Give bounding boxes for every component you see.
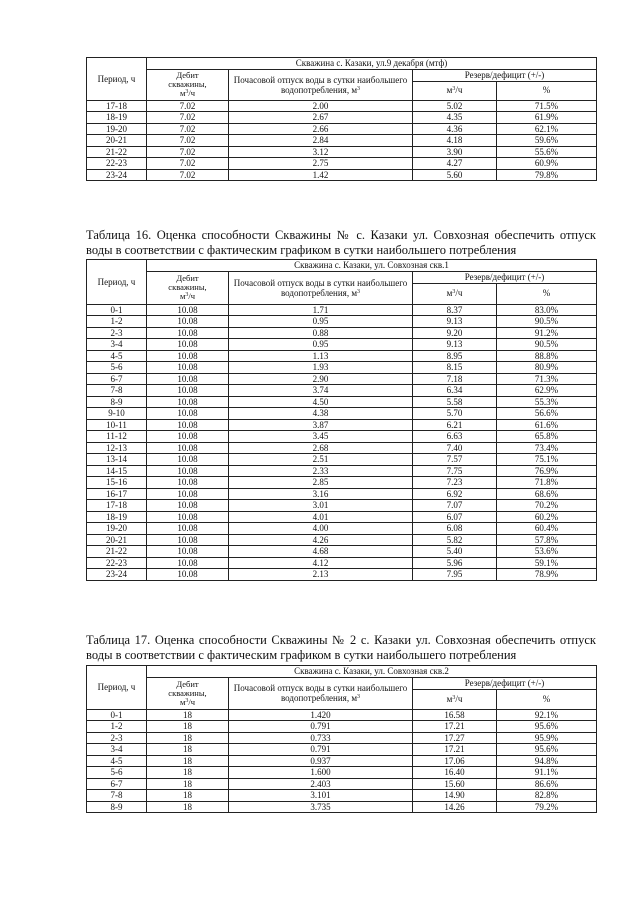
- header-reserve: Резерв/дефицит (+/-): [413, 678, 597, 690]
- cell-supply: 4.68: [229, 546, 413, 558]
- cell-debit: 10.08: [147, 431, 229, 443]
- cell-reserve-m3h: 6.21: [413, 419, 497, 431]
- cell-reserve-percent: 71.8%: [497, 477, 597, 489]
- cell-supply: 2.85: [229, 477, 413, 489]
- cell-debit: 7.02: [147, 158, 229, 170]
- cell-debit: 10.08: [147, 385, 229, 397]
- cell-period: 3-4: [87, 339, 147, 351]
- cell-period: 6-7: [87, 778, 147, 790]
- cell-debit: 10.08: [147, 523, 229, 535]
- cell-reserve-percent: 71.3%: [497, 373, 597, 385]
- cell-period: 18-19: [87, 112, 147, 124]
- cell-supply: 0.733: [229, 732, 413, 744]
- cell-period: 1-2: [87, 316, 147, 328]
- cell-supply: 2.00: [229, 100, 413, 112]
- cell-reserve-percent: 92.1%: [497, 709, 597, 721]
- table-row: [87, 135, 597, 147]
- cell-period: 6-7: [87, 373, 147, 385]
- cell-supply: 4.00: [229, 523, 413, 535]
- cell-reserve-percent: 70.2%: [497, 500, 597, 512]
- cell-reserve-m3h: 16.40: [413, 767, 497, 779]
- table-row: [87, 534, 597, 546]
- cell-period: 5-6: [87, 362, 147, 374]
- cell-reserve-percent: 90.5%: [497, 339, 597, 351]
- cell-period: 8-9: [87, 396, 147, 408]
- table-row: [87, 385, 597, 397]
- table-row: [87, 778, 597, 790]
- table-row: [87, 431, 597, 443]
- table-row: [87, 488, 597, 500]
- cell-period: 18-19: [87, 511, 147, 523]
- table-title: Скважина с. Казаки, ул. Совхозная скв.2: [147, 666, 597, 678]
- cell-reserve-percent: 56.6%: [497, 408, 597, 420]
- cell-period: 7-8: [87, 385, 147, 397]
- cell-supply: 3.16: [229, 488, 413, 500]
- cell-debit: 10.08: [147, 419, 229, 431]
- cell-debit: 7.02: [147, 112, 229, 124]
- cell-supply: 2.66: [229, 123, 413, 135]
- cell-supply: 4.26: [229, 534, 413, 546]
- cell-reserve-percent: 55.3%: [497, 396, 597, 408]
- table-row: [87, 500, 597, 512]
- cell-period: 13-14: [87, 454, 147, 466]
- table17-caption: Таблица 17. Оценка способности Скважины № 2 с. Казаки ул. Совхозная обеспечить отпуск воды в соответствии с фактическим графиком в сутки наибольшего потребления: [86, 633, 596, 662]
- cell-supply: 0.95: [229, 316, 413, 328]
- table-row: [87, 146, 597, 158]
- table-row: [87, 158, 597, 170]
- header-reserve: Резерв/дефицит (+/-): [413, 70, 597, 82]
- cell-supply: 2.68: [229, 442, 413, 454]
- cell-period: 0-1: [87, 304, 147, 316]
- cell-reserve-percent: 57.8%: [497, 534, 597, 546]
- cell-debit: 18: [147, 732, 229, 744]
- cell-supply: 2.67: [229, 112, 413, 124]
- cell-reserve-m3h: 5.40: [413, 546, 497, 558]
- cell-reserve-percent: 65.8%: [497, 431, 597, 443]
- cell-period: 20-21: [87, 534, 147, 546]
- cell-reserve-m3h: 7.18: [413, 373, 497, 385]
- cell-reserve-m3h: 9.13: [413, 339, 497, 351]
- cell-supply: 2.403: [229, 778, 413, 790]
- cell-debit: 18: [147, 721, 229, 733]
- table-row: [87, 523, 597, 535]
- table-row: [87, 327, 597, 339]
- cell-reserve-percent: 80.9%: [497, 362, 597, 374]
- cell-reserve-percent: 61.9%: [497, 112, 597, 124]
- cell-period: 4-5: [87, 755, 147, 767]
- cell-supply: 4.12: [229, 557, 413, 569]
- cell-reserve-m3h: 8.95: [413, 350, 497, 362]
- cell-debit: 10.08: [147, 557, 229, 569]
- cell-debit: 10.08: [147, 465, 229, 477]
- cell-reserve-percent: 91.2%: [497, 327, 597, 339]
- cell-reserve-percent: 79.8%: [497, 169, 597, 181]
- cell-period: 21-22: [87, 546, 147, 558]
- cell-supply: 2.51: [229, 454, 413, 466]
- cell-supply: 0.791: [229, 721, 413, 733]
- cell-reserve-percent: 90.5%: [497, 316, 597, 328]
- cell-reserve-percent: 60.2%: [497, 511, 597, 523]
- cell-reserve-m3h: 4.35: [413, 112, 497, 124]
- cell-supply: 3.12: [229, 146, 413, 158]
- header-m3h: $м^3/ч$: [413, 689, 497, 709]
- cell-reserve-m3h: 7.95: [413, 569, 497, 581]
- cell-supply: 3.45: [229, 431, 413, 443]
- cell-reserve-percent: 95.9%: [497, 732, 597, 744]
- cell-debit: 18: [147, 755, 229, 767]
- cell-reserve-percent: 78.9%: [497, 569, 597, 581]
- table-16: [86, 259, 597, 581]
- cell-period: 10-11: [87, 419, 147, 431]
- cell-reserve-m3h: 16.58: [413, 709, 497, 721]
- cell-reserve-m3h: 17.06: [413, 755, 497, 767]
- cell-reserve-percent: 62.9%: [497, 385, 597, 397]
- cell-reserve-m3h: 6.08: [413, 523, 497, 535]
- cell-reserve-m3h: 7.07: [413, 500, 497, 512]
- cell-reserve-percent: 59.1%: [497, 557, 597, 569]
- cell-period: 0-1: [87, 709, 147, 721]
- cell-debit: 10.08: [147, 442, 229, 454]
- table-row: [87, 304, 597, 316]
- cell-debit: 10.08: [147, 316, 229, 328]
- table-continued: [86, 57, 597, 181]
- table-row: [87, 350, 597, 362]
- cell-reserve-percent: 62.1%: [497, 123, 597, 135]
- cell-supply: 1.42: [229, 169, 413, 181]
- cell-period: 2-3: [87, 327, 147, 339]
- table-row: [87, 442, 597, 454]
- cell-period: 20-21: [87, 135, 147, 147]
- cell-supply: 1.600: [229, 767, 413, 779]
- cell-reserve-percent: 94.8%: [497, 755, 597, 767]
- cell-reserve-percent: 95.6%: [497, 744, 597, 756]
- cell-reserve-m3h: 17.21: [413, 721, 497, 733]
- cell-debit: 10.08: [147, 396, 229, 408]
- header-percent: %: [497, 689, 597, 709]
- table-title: Скважина с. Казаки, ул.9 декабря (мтф): [147, 58, 597, 70]
- cell-reserve-percent: 76.9%: [497, 465, 597, 477]
- cell-reserve-m3h: 7.23: [413, 477, 497, 489]
- cell-debit: 10.08: [147, 327, 229, 339]
- cell-debit: 18: [147, 778, 229, 790]
- cell-period: 1-2: [87, 721, 147, 733]
- table-row: [87, 454, 597, 466]
- cell-reserve-m3h: 7.75: [413, 465, 497, 477]
- cell-reserve-m3h: 9.20: [413, 327, 497, 339]
- cell-reserve-m3h: 8.37: [413, 304, 497, 316]
- cell-period: 3-4: [87, 744, 147, 756]
- header-period: Период, ч: [87, 58, 147, 101]
- cell-supply: 1.420: [229, 709, 413, 721]
- cell-debit: 10.08: [147, 511, 229, 523]
- cell-debit: 7.02: [147, 169, 229, 181]
- cell-supply: 1.93: [229, 362, 413, 374]
- cell-reserve-m3h: 17.27: [413, 732, 497, 744]
- cell-period: 7-8: [87, 790, 147, 802]
- cell-debit: 10.08: [147, 534, 229, 546]
- cell-supply: 1.13: [229, 350, 413, 362]
- cell-supply: 3.735: [229, 801, 413, 813]
- cell-period: 5-6: [87, 767, 147, 779]
- cell-debit: 10.08: [147, 569, 229, 581]
- cell-debit: 10.08: [147, 350, 229, 362]
- cell-debit: 7.02: [147, 135, 229, 147]
- cell-period: 22-23: [87, 557, 147, 569]
- cell-debit: 10.08: [147, 454, 229, 466]
- table-row: [87, 112, 597, 124]
- cell-supply: 4.50: [229, 396, 413, 408]
- header-period: Период, ч: [87, 666, 147, 710]
- table-row: [87, 169, 597, 181]
- cell-period: 11-12: [87, 431, 147, 443]
- table-row: [87, 339, 597, 351]
- table-row: [87, 465, 597, 477]
- cell-reserve-m3h: 6.07: [413, 511, 497, 523]
- cell-reserve-m3h: 14.26: [413, 801, 497, 813]
- cell-period: 19-20: [87, 523, 147, 535]
- cell-period: 17-18: [87, 100, 147, 112]
- cell-supply: 0.937: [229, 755, 413, 767]
- cell-reserve-m3h: 5.60: [413, 169, 497, 181]
- cell-supply: 3.01: [229, 500, 413, 512]
- cell-period: 23-24: [87, 569, 147, 581]
- header-percent: %: [497, 81, 597, 100]
- cell-period: 19-20: [87, 123, 147, 135]
- cell-reserve-percent: 73.4%: [497, 442, 597, 454]
- cell-supply: 3.87: [229, 419, 413, 431]
- cell-debit: 10.08: [147, 500, 229, 512]
- header-supply: Почасовой отпуск воды в сутки наибольшего водопотребления, $м^3$: [229, 70, 413, 101]
- cell-reserve-m3h: 5.02: [413, 100, 497, 112]
- table-row: [87, 790, 597, 802]
- cell-reserve-m3h: 8.15: [413, 362, 497, 374]
- header-debit: Дебит скважины, $м^3/ч$: [147, 70, 229, 101]
- cell-reserve-m3h: 7.40: [413, 442, 497, 454]
- table-row: [87, 419, 597, 431]
- cell-period: 23-24: [87, 169, 147, 181]
- cell-period: 14-15: [87, 465, 147, 477]
- cell-supply: 4.01: [229, 511, 413, 523]
- cell-reserve-percent: 60.9%: [497, 158, 597, 170]
- cell-supply: 3.101: [229, 790, 413, 802]
- table-row: [87, 557, 597, 569]
- cell-debit: 10.08: [147, 373, 229, 385]
- cell-reserve-m3h: 9.13: [413, 316, 497, 328]
- table-row: [87, 408, 597, 420]
- table-row: [87, 396, 597, 408]
- cell-supply: 0.791: [229, 744, 413, 756]
- cell-period: 16-17: [87, 488, 147, 500]
- cell-period: 15-16: [87, 477, 147, 489]
- table-row: [87, 767, 597, 779]
- cell-reserve-m3h: 4.27: [413, 158, 497, 170]
- cell-period: 2-3: [87, 732, 147, 744]
- cell-reserve-percent: 82.8%: [497, 790, 597, 802]
- cell-reserve-percent: 55.6%: [497, 146, 597, 158]
- cell-reserve-m3h: 5.58: [413, 396, 497, 408]
- cell-supply: 4.38: [229, 408, 413, 420]
- cell-period: 4-5: [87, 350, 147, 362]
- cell-reserve-m3h: 17.21: [413, 744, 497, 756]
- cell-debit: 10.08: [147, 546, 229, 558]
- table-row: [87, 744, 597, 756]
- table-row: [87, 709, 597, 721]
- table-row: [87, 546, 597, 558]
- cell-reserve-percent: 75.1%: [497, 454, 597, 466]
- cell-reserve-percent: 71.5%: [497, 100, 597, 112]
- table-row: [87, 732, 597, 744]
- cell-reserve-percent: 60.4%: [497, 523, 597, 535]
- cell-debit: 7.02: [147, 123, 229, 135]
- cell-period: 8-9: [87, 801, 147, 813]
- table-row: [87, 100, 597, 112]
- cell-debit: 10.08: [147, 488, 229, 500]
- cell-debit: 10.08: [147, 477, 229, 489]
- cell-supply: 1.71: [229, 304, 413, 316]
- header-percent: %: [497, 283, 597, 304]
- cell-debit: 18: [147, 790, 229, 802]
- cell-supply: 2.90: [229, 373, 413, 385]
- table-title: Скважина с. Казаки, ул. Совхозная скв.1: [147, 260, 597, 272]
- cell-reserve-m3h: 3.90: [413, 146, 497, 158]
- cell-debit: 18: [147, 709, 229, 721]
- cell-supply: 2.75: [229, 158, 413, 170]
- cell-debit: 18: [147, 767, 229, 779]
- table-row: [87, 755, 597, 767]
- cell-reserve-m3h: 4.18: [413, 135, 497, 147]
- cell-reserve-percent: 88.8%: [497, 350, 597, 362]
- cell-supply: 2.33: [229, 465, 413, 477]
- cell-period: 21-22: [87, 146, 147, 158]
- table-row: [87, 316, 597, 328]
- cell-period: 12-13: [87, 442, 147, 454]
- cell-debit: 10.08: [147, 408, 229, 420]
- cell-supply: 3.74: [229, 385, 413, 397]
- cell-supply: 0.95: [229, 339, 413, 351]
- cell-reserve-m3h: 5.96: [413, 557, 497, 569]
- table-row: [87, 569, 597, 581]
- cell-reserve-percent: 79.2%: [497, 801, 597, 813]
- header-supply: Почасовой отпуск воды в сутки наибольшего водопотребления, $м^3$: [229, 272, 413, 305]
- cell-supply: 0.88: [229, 327, 413, 339]
- cell-reserve-percent: 95.6%: [497, 721, 597, 733]
- cell-reserve-percent: 59.6%: [497, 135, 597, 147]
- cell-reserve-percent: 91.1%: [497, 767, 597, 779]
- cell-supply: 2.84: [229, 135, 413, 147]
- table-row: [87, 511, 597, 523]
- cell-reserve-m3h: 6.34: [413, 385, 497, 397]
- cell-reserve-percent: 53.6%: [497, 546, 597, 558]
- cell-debit: 10.08: [147, 304, 229, 316]
- cell-debit: 7.02: [147, 146, 229, 158]
- table-row: [87, 373, 597, 385]
- cell-debit: 10.08: [147, 339, 229, 351]
- cell-period: 22-23: [87, 158, 147, 170]
- cell-reserve-m3h: 15.60: [413, 778, 497, 790]
- cell-period: 9-10: [87, 408, 147, 420]
- cell-reserve-m3h: 6.92: [413, 488, 497, 500]
- header-m3h: $м^3/ч$: [413, 81, 497, 100]
- header-m3h: $м^3/ч$: [413, 283, 497, 304]
- header-period: Период, ч: [87, 260, 147, 305]
- header-debit: Дебит скважины, $м^3/ч$: [147, 678, 229, 710]
- table-row: [87, 362, 597, 374]
- header-supply: Почасовой отпуск воды в сутки наибольшего водопотребления, $м^3$: [229, 678, 413, 710]
- table-row: [87, 477, 597, 489]
- cell-period: 17-18: [87, 500, 147, 512]
- cell-reserve-m3h: 6.63: [413, 431, 497, 443]
- cell-reserve-m3h: 5.70: [413, 408, 497, 420]
- cell-reserve-percent: 61.6%: [497, 419, 597, 431]
- cell-reserve-m3h: 5.82: [413, 534, 497, 546]
- header-reserve: Резерв/дефицит (+/-): [413, 272, 597, 284]
- header-debit: Дебит скважины, $м^3/ч$: [147, 272, 229, 305]
- cell-supply: 2.13: [229, 569, 413, 581]
- table-row: [87, 721, 597, 733]
- cell-debit: 10.08: [147, 362, 229, 374]
- table-17: [86, 665, 597, 813]
- table-row: [87, 801, 597, 813]
- cell-debit: 18: [147, 744, 229, 756]
- cell-reserve-percent: 68.6%: [497, 488, 597, 500]
- cell-debit: 18: [147, 801, 229, 813]
- cell-reserve-m3h: 4.36: [413, 123, 497, 135]
- table16-caption: Таблица 16. Оценка способности Скважины № с. Казаки ул. Совхозная обеспечить отпуск воды в соответствии с фактическим графиком в сутки наибольшего потребления: [86, 228, 596, 257]
- cell-debit: 7.02: [147, 100, 229, 112]
- cell-reserve-m3h: 7.57: [413, 454, 497, 466]
- cell-reserve-m3h: 14.90: [413, 790, 497, 802]
- cell-reserve-percent: 86.6%: [497, 778, 597, 790]
- cell-reserve-percent: 83.0%: [497, 304, 597, 316]
- table-row: [87, 123, 597, 135]
